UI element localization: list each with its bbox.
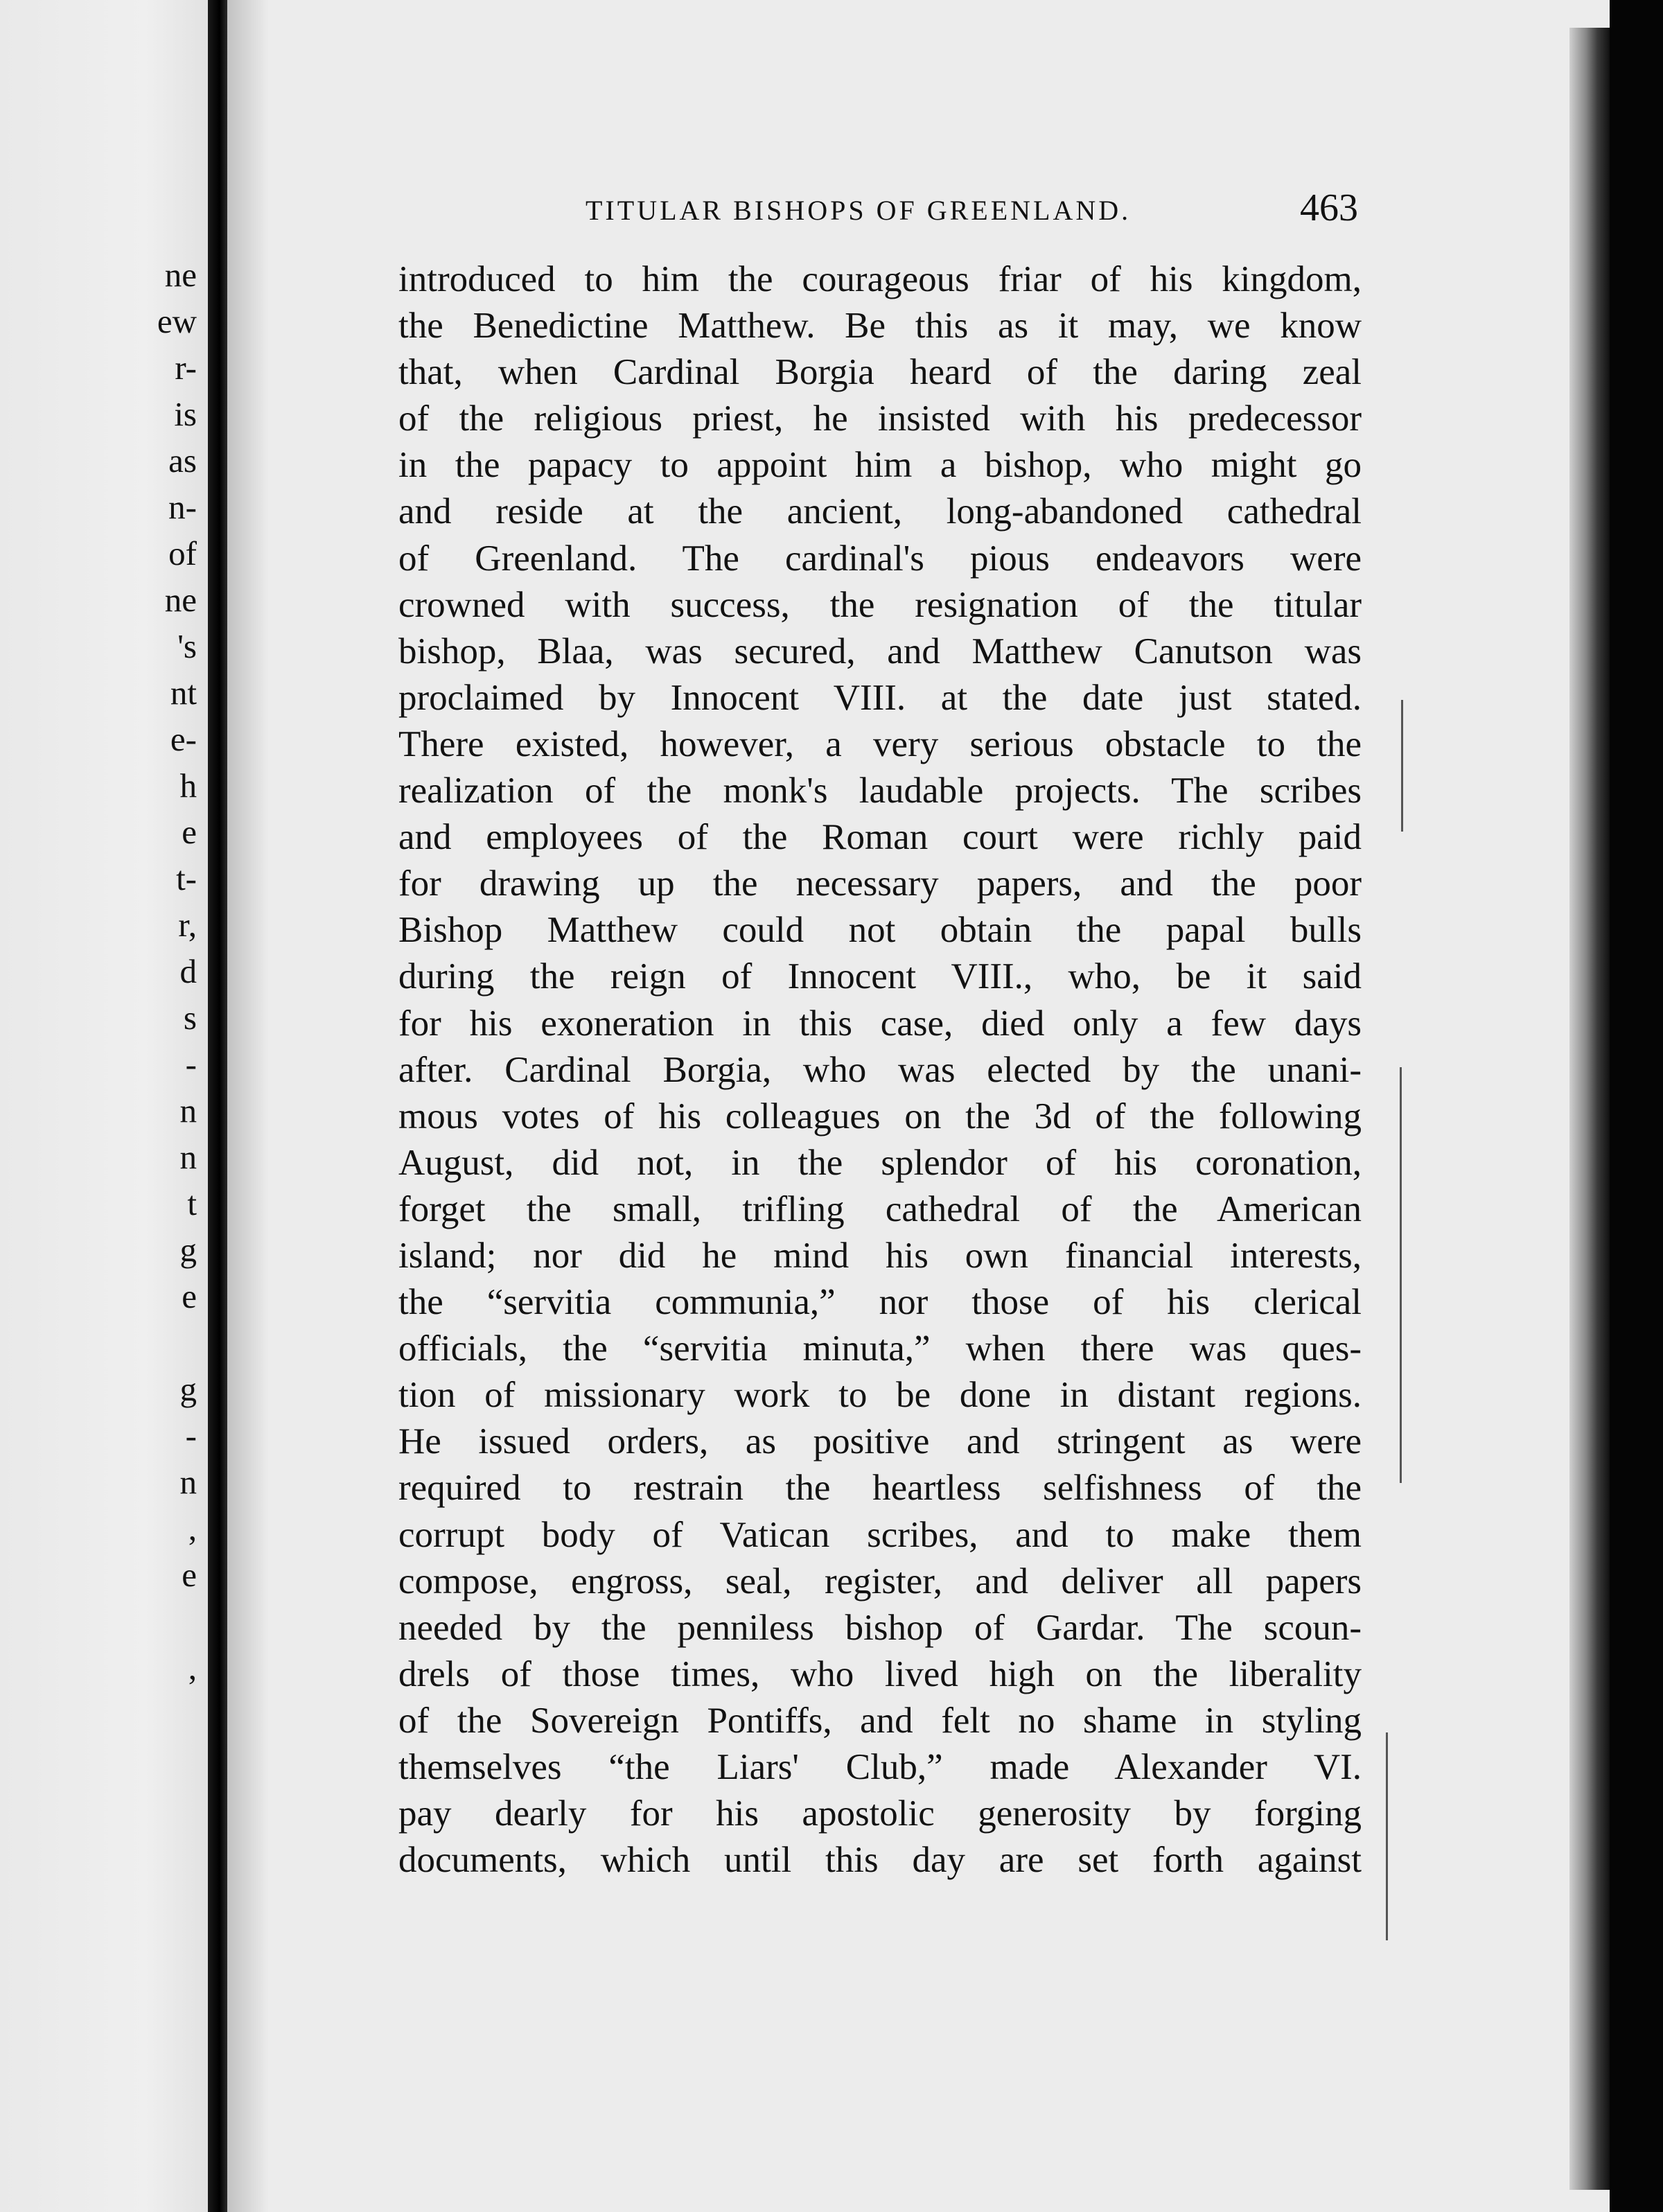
facing-page-fragment: nt [170, 674, 197, 712]
text-line: required to restrain the heartless selfishness of the [398, 1468, 1362, 1509]
page-number: 463 [1300, 186, 1358, 229]
facing-page-fragment: is [174, 395, 197, 433]
text-line: the “servitia communia,” nor those of his clerical [398, 1282, 1362, 1323]
facing-page-fragment: g [179, 1370, 197, 1408]
facing-page-fragment: n [179, 1091, 197, 1130]
facing-page-fragment: - [185, 1045, 197, 1083]
facing-page-fragment: as [168, 441, 197, 480]
facing-page-fragment: s [183, 999, 197, 1037]
text-line: of Greenland. The cardinal's pious endeavors were [398, 538, 1362, 579]
text-line: tion of missionary work to be done in distant regions. [398, 1375, 1362, 1416]
text-line: island; nor did he mind his own financial interests, [398, 1235, 1362, 1276]
facing-page-left [0, 0, 208, 2212]
facing-page-fragment: , [188, 1649, 197, 1687]
margin-pencil-mark [1401, 700, 1403, 832]
facing-page-fragment: n- [168, 488, 197, 526]
body-text [398, 256, 1362, 1884]
text-line: documents, which until this day are set forth against [398, 1840, 1362, 1881]
text-line: drels of those times, who lived high on the liberality [398, 1653, 1362, 1694]
scan-border-right [1610, 0, 1663, 2212]
facing-page-fragment: n [179, 1138, 197, 1176]
text-line: Bishop Matthew could not obtain the papal bulls [398, 910, 1362, 951]
facing-page-fragment: n [179, 1463, 197, 1501]
facing-page-fragment: r, [178, 906, 197, 944]
text-line: mous votes of his colleagues on the 3d of the following [398, 1096, 1362, 1136]
text-line: proclaimed by Innocent VIII. at the date just stated. [398, 677, 1362, 718]
text-line: of the religious priest, he insisted with his predecessor [398, 398, 1362, 439]
text-line: compose, engross, seal, register, and deliver all papers [398, 1561, 1362, 1601]
running-head [360, 186, 1358, 241]
text-line: forget the small, trifling cathedral of the American [398, 1188, 1362, 1229]
text-line: pay dearly for his apostolic generosity by forging [398, 1793, 1362, 1834]
margin-pencil-mark [1400, 1067, 1402, 1483]
text-line: and reside at the ancient, long-abandoned cathedral [398, 491, 1362, 532]
facing-page-fragment: of [168, 534, 197, 572]
text-line: officials, the “servitia minuta,” when there was ques- [398, 1328, 1362, 1369]
text-line: for drawing up the necessary papers, and the poor [398, 863, 1362, 904]
text-line: themselves “the Liars' Club,” made Alexander VI. [398, 1747, 1362, 1787]
text-line: after. Cardinal Borgia, who was elected by the unani- [398, 1049, 1362, 1090]
facing-page-fragment: ne [164, 581, 197, 619]
facing-page-fragment: , [188, 1509, 197, 1547]
text-line: realization of the monk's laudable projects. The scribes [398, 771, 1362, 811]
text-line: corrupt body of Vatican scribes, and to make them [398, 1514, 1362, 1555]
text-line: of the Sovereign Pontiffs, and felt no shame in styling [398, 1700, 1362, 1741]
facing-page-fragment: g [179, 1231, 197, 1269]
facing-page-fragment: e [182, 1556, 197, 1594]
facing-page-fragment: t- [176, 859, 197, 897]
facing-page-fragment: e [182, 1277, 197, 1315]
text-line: bishop, Blaa, was secured, and Matthew Canutson was [398, 631, 1362, 672]
text-line: that, when Cardinal Borgia heard of the daring zeal [398, 352, 1362, 393]
running-title: TITULAR BISHOPS OF GREENLAND. [586, 195, 1132, 226]
facing-page-fragment: h [179, 766, 197, 805]
text-line: and employees of the Roman court were richly paid [398, 817, 1362, 858]
text-line: the Benedictine Matthew. Be this as it may, we know [398, 306, 1362, 346]
facing-page-fragment: e- [170, 720, 197, 758]
text-line: There existed, however, a very serious obstacle to the [398, 723, 1362, 764]
text-line: August, did not, in the splendor of his coronation, [398, 1142, 1362, 1183]
text-line: for his exoneration in this case, died only a few days [398, 1003, 1362, 1044]
facing-page-fragment: d [179, 952, 197, 990]
text-line: introduced to him the courageous friar of his kingdom, [398, 259, 1362, 299]
text-line: He issued orders, as positive and stringent as were [398, 1421, 1362, 1462]
facing-page-fragment: ne [164, 256, 197, 294]
facing-page-fragment: r- [175, 349, 197, 387]
page-edge [1569, 28, 1610, 2190]
gutter-shadow [227, 0, 269, 2212]
facing-page-fragment: 's [177, 627, 197, 665]
book-gutter [208, 0, 227, 2212]
text-line: crowned with success, the resignation of the titular [398, 584, 1362, 625]
margin-pencil-mark [1386, 1732, 1388, 1940]
facing-page-fragment: e [182, 813, 197, 851]
text-line: needed by the penniless bishop of Gardar. The scoun- [398, 1607, 1362, 1648]
text-line: in the papacy to appoint him a bishop, who might go [398, 445, 1362, 486]
facing-page-fragment: t [187, 1184, 197, 1222]
facing-page-fragment: ew [157, 302, 197, 340]
facing-page-fragment: - [185, 1416, 197, 1455]
text-line: during the reign of Innocent VIII., who, be it said [398, 956, 1362, 997]
